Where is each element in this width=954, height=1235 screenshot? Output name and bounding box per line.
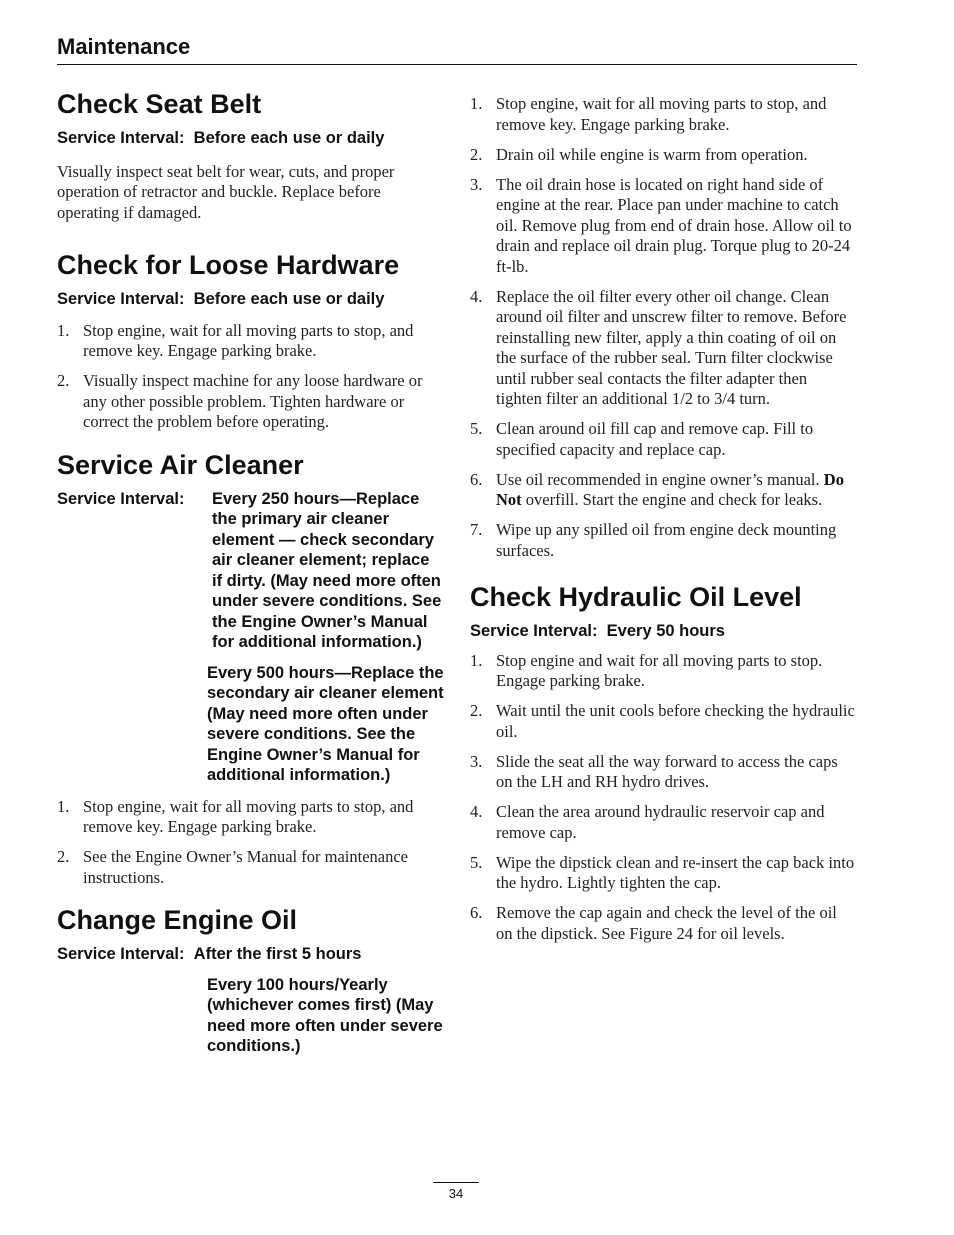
step-list [470,651,857,945]
list-item: 2. See the Engine Owner’s Manual for maintenance instructions. [57,847,408,887]
service-interval-secondary: Every 100 hours/Yearly (whichever comes first) (May need more often under severe conditions.) [207,975,443,1055]
list-item: 1. Stop engine and wait for all moving parts to stop. Engage parking brake. [470,650,823,690]
section-engine-oil [57,902,444,1057]
section-title: Change Engine Oil [57,905,298,935]
page-number: 34 [448,1186,464,1201]
header-divider [57,64,857,65]
list-item: 5. Wipe the dipstick clean and re-insert the cap back into the hydro. Lightly tighten the cap. [470,852,855,892]
section-title: Service Air Cleaner [57,449,304,480]
list-item: 2. Wait until the unit cools before checking the hydraulic oil. [470,701,855,741]
section-body-text: Visually inspect seat belt for wear, cuts, and proper operation of retractor and buckle. Replace before operating if damaged. [57,161,395,222]
step-list [470,94,857,561]
service-interval-label: Service Interval: [57,290,185,308]
list-item: 1. Stop engine, wait for all moving parts to stop, and remove key. Engage parking brake. [57,796,414,836]
list-item: 3. The oil drain hose is located on right hand side of engine at the rear. Place pan under machine to catch oil. Remove plug from end of drain hose. Allow oil to drain and replace oil drain plug. Torque plug to 20-24 ft-lb. [470,174,852,276]
list-item: 4. Clean the area around hydraulic reservoir cap and remove cap. [470,802,825,842]
section-air-cleaner [57,447,444,889]
list-item: 6. Use oil recommended in engine owner’s manual. Do Not overfill. Start the engine and check for leaks. [470,469,844,509]
service-interval [57,289,444,310]
list-item: 1. Stop engine, wait for all moving parts to stop, and remove key. Engage parking brake. [57,320,414,360]
service-interval [57,489,444,653]
section-title: Check Seat Belt [57,89,262,119]
service-interval [57,944,444,965]
service-interval [470,621,857,642]
service-interval-value: Every 250 hours—Replace the primary air cleaner element — check secondary air cleaner element; replace if dirty. (May need more often under severe conditions. See the Engine Owner’s Manual for additional information.) [212,489,442,651]
right-column [470,94,857,954]
section-loose-hardware [57,247,444,433]
footer-divider [433,1182,479,1183]
list-item: 4. Replace the oil filter every other oil change. Clean around oil filter and unscrew filter to remove. Before reinstalling new filter, apply a thin coating of oil on the surface of the rubber seal. Turn filter clockwise until rubber seal contacts the filter adapter then tighten filter an additional 1/2 to 3/4 turn. [470,286,847,408]
service-interval-value: Before each use or daily [193,290,385,308]
service-interval [57,128,444,149]
section-seat-belt [57,86,444,223]
section-hydraulic-oil [470,579,857,944]
list-item: 3. Slide the seat all the way forward to access the caps on the LH and RH hydro drives. [470,751,838,791]
service-interval-label: Service Interval: [57,489,185,508]
left-column [57,86,444,1057]
emphasis-text: Do Not [496,469,844,509]
list-item: 6. Remove the cap again and check the level of the oil on the dipstick. See Figure 24 for oil levels. [470,903,837,943]
list-item: 5. Clean around oil fill cap and remove cap. Fill to specified capacity and replace cap. [470,419,814,459]
service-interval-label: Service Interval: [470,622,598,640]
page-header-title: Maintenance [57,34,191,59]
service-interval-label: Service Interval: [57,129,185,147]
list-item: 2. Drain oil while engine is warm from operation. [470,144,808,164]
list-item: 2. Visually inspect machine for any loose hardware or any other possible problem. Tighten hardware or correct the problem before operating. [57,371,423,431]
service-interval-value: Before each use or daily [193,129,385,147]
section-title: Check Hydraulic Oil Level [470,582,802,612]
service-interval-value: After the first 5 hours [193,945,362,963]
list-item: 1. Stop engine, wait for all moving parts to stop, and remove key. Engage parking brake. [470,94,827,134]
service-interval-secondary: Every 500 hours—Replace the secondary air cleaner element (May need more often under severe conditions. See the Engine Owner’s Manual for additional information.) [207,663,444,784]
service-interval-label: Service Interval: [57,945,185,963]
section-title: Check for Loose Hardware [57,250,400,280]
step-list [57,797,444,889]
service-interval-value: Every 50 hours [606,622,725,640]
list-item: 7. Wipe up any spilled oil from engine deck mounting surfaces. [470,520,837,560]
step-list [57,321,444,433]
